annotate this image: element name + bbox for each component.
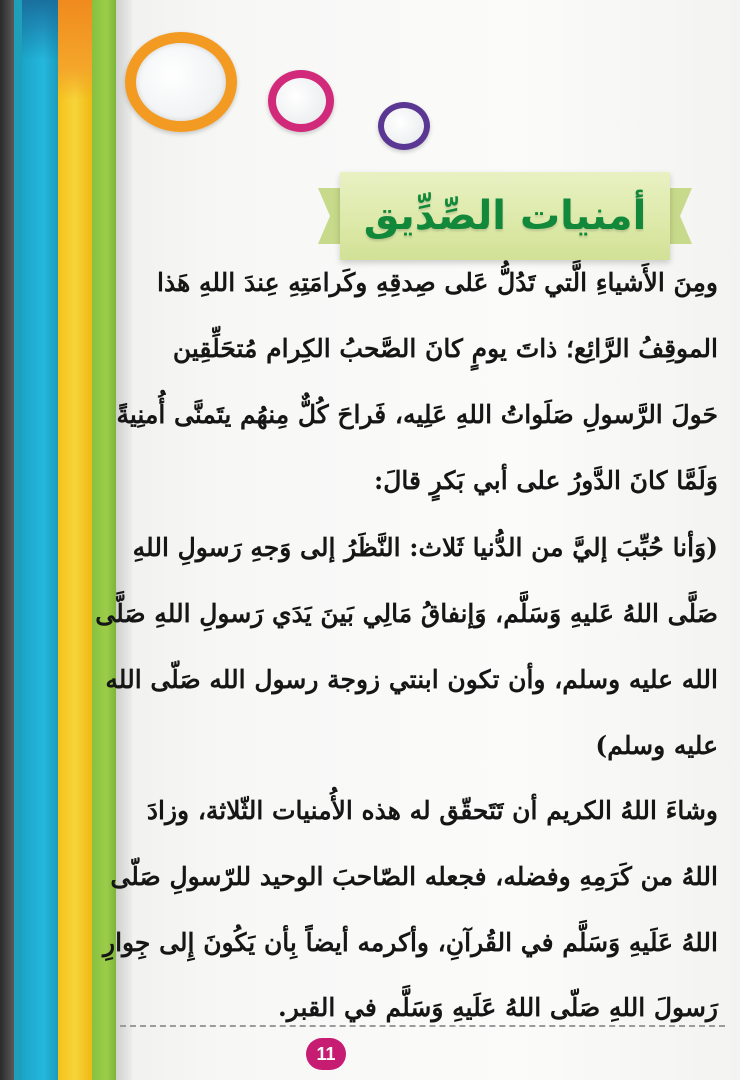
dark-blue-stripe-top — [22, 0, 58, 60]
body-text — [95, 0, 718, 1080]
dashed-divider — [120, 1025, 725, 1027]
text-line: الموقِفُ الرَّائِع؛ ذاتَ يومٍ كانَ الصَّحبُ الكِرام مُتحَلِّقِين — [172, 334, 718, 363]
dark-stripe — [0, 0, 14, 1080]
page-number-badge — [306, 1038, 346, 1070]
page-number: 11 — [316, 1043, 336, 1064]
text-line: وشاءَ اللهُ الكريم أن تَتَحقّق له هذه الأُمنيات الثّلاثة، وزادَ — [146, 796, 718, 825]
colored-page-edge — [0, 0, 132, 1080]
orange-stripe-top — [58, 0, 92, 100]
page-title: أمنيات الصِّدِّيق — [363, 193, 647, 239]
text-line: الله عليه وسلم، وأن تكون ابنتي زوجة رسول الله صَلّى الله — [105, 665, 718, 694]
text-line: صَلَّى اللهُ عَليهِ وَسَلَّم، وَإنفاقُ مَالِي بَينَ يَدَي رَسولِ اللهِ صَلَّى — [95, 599, 718, 628]
text-line: عليه وسلم) — [595, 731, 718, 760]
blue-stripe — [22, 0, 58, 1080]
teal-stripe — [14, 0, 22, 1080]
text-line: (وَأنا حُبِّبَ إليَّ من الدُّنيا ثَلاث: النَّظَرُ إلى وَجهِ رَسولِ اللهِ — [132, 533, 718, 562]
text-line: رَسولَ اللهِ صَلّى اللهُ عَلَيهِ وَسَلَّم في القبر. — [278, 993, 718, 1022]
text-line: اللهُ عَلَيهِ وَسَلَّم في القُرآنِ، وأكرمه أيضاً بِأن يَكُونَ إِلى جِوارِ — [103, 928, 718, 957]
yellow-stripe — [58, 0, 92, 1080]
text-line: حَولَ الرَّسولِ صَلَواتُ اللهِ عَلِيه، فَراحَ كُلٌّ مِنهُم يتَمنَّى أُمنِيةً — [116, 400, 718, 429]
green-stripe — [92, 0, 116, 1080]
text-line: اللهُ من كَرَمِهِ وفضله، فجعله الصّاحبَ الوحيد للرّسولِ صَلّى — [110, 862, 718, 891]
text-line: ومِنَ الأَشياءِ الَّتي تَدُلُّ عَلى صِدقِهِ وكَرامَتِهِ عِندَ اللهِ هَذا — [157, 268, 718, 297]
text-line: وَلَمَّا كانَ الدَّورُ على أبي بَكرٍ قالَ: — [374, 466, 718, 495]
